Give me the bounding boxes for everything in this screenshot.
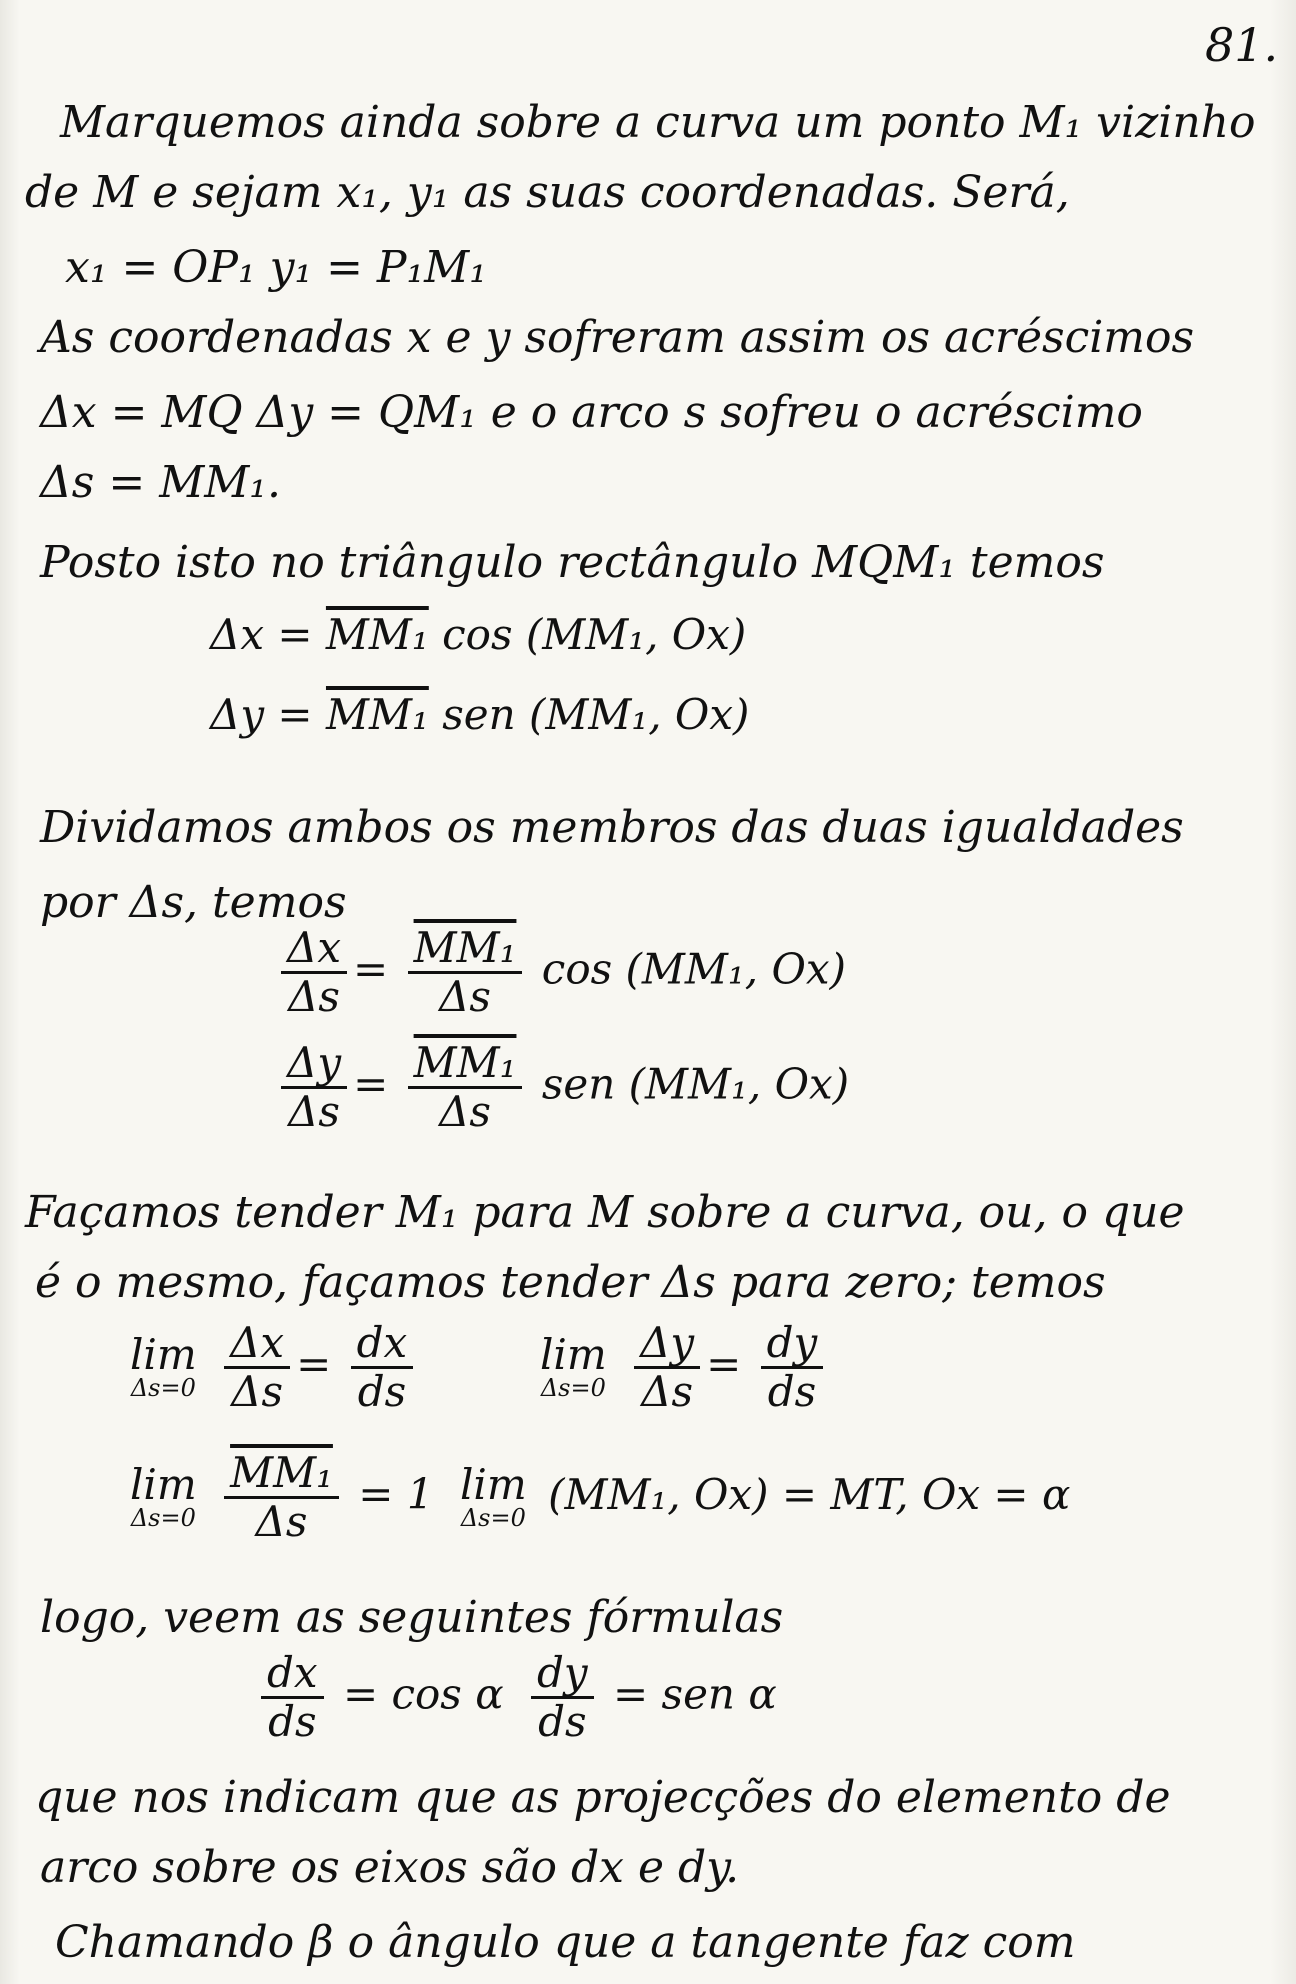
- fraction-mm-ds-2: $\frac{\text{MM₁}}{\Delta s}$: [408, 1040, 523, 1135]
- text-line-11: é o mesmo, façamos tender Δs para zero; temos: [35, 1257, 1106, 1308]
- text-line-2: de M e sejam x₁, y₁ as suas coordenadas. Será,: [25, 167, 1070, 218]
- text-line-4: As coordenadas x e y sofreram assim os acréscimos: [40, 312, 1195, 363]
- text-line-10: Façamos tender M₁ para M sobre a curva, ou, o que: [25, 1187, 1185, 1238]
- result-formula-dy: $\frac{dy}{ds}$ = sen α: [525, 1650, 777, 1745]
- result-formula-dx: $\frac{dx}{ds}$ = cos α: [255, 1650, 504, 1745]
- page-number: 81.: [1205, 18, 1279, 72]
- text-line-9: por Δs, temos: [40, 877, 347, 928]
- fraction-equation-2: $\frac{\Delta y}{\Delta s}$ = $\frac{\text{MM₁}}{\Delta s}$ sen (MM₁, Ox): [275, 1040, 849, 1135]
- limit-equation-dy: lim Δs=0 $\frac{\Delta y}{\Delta s}$ = $\frac{dy}{ds}$: [540, 1320, 829, 1415]
- limit-equation-dx: lim Δs=0 $\frac{\Delta x}{\Delta s}$ = $\frac{dx}{ds}$: [130, 1320, 419, 1415]
- text-line-6: Δs = MM₁.: [40, 457, 281, 508]
- fraction-dx-ds: $\frac{\Delta x}{\Delta s}$: [281, 925, 347, 1020]
- eq2-lhs: Δy =: [210, 690, 313, 739]
- limit-operator-3: lim Δs=0: [130, 1459, 197, 1532]
- text-line-12: logo, veem as seguintes fórmulas: [40, 1592, 784, 1643]
- text-line-5: Δx = MQ Δy = QM₁ e o arco s sofreu o acréscimo: [40, 387, 1143, 438]
- fraction-dy-ds: $\frac{\Delta y}{\Delta s}$: [281, 1040, 347, 1135]
- eq1-segment: MM₁: [325, 610, 429, 659]
- eq1-lhs: Δx =: [210, 610, 313, 659]
- eq2-rhs: sen (MM₁, Ox): [442, 690, 750, 739]
- limit-operator-1: lim Δs=0: [130, 1329, 197, 1402]
- equation-dx-cos: [210, 610, 746, 659]
- limit-operator-4: lim Δs=0: [460, 1460, 527, 1532]
- text-line-7: Posto isto no triângulo rectângulo MQM₁ temos: [40, 537, 1105, 588]
- fraction-eq1-rhs: cos (MM₁, Ox): [541, 944, 846, 994]
- text-line-8: Dividamos ambos os membros das duas igualdades: [40, 802, 1184, 853]
- text-line-1: Marquemos ainda sobre a curva um ponto M₁ vizinho: [60, 97, 1256, 148]
- text-line-14: arco sobre os eixos são dx e dy.: [40, 1842, 740, 1893]
- fraction-mm-ds: $\frac{\text{MM₁}}{\Delta s}$: [408, 925, 523, 1020]
- text-line-3: x₁ = OP₁ y₁ = P₁M₁: [65, 242, 487, 293]
- limit-equation-chord: lim Δs=0 $\frac{\text{MM₁}}{\Delta s}$ = 1: [130, 1448, 434, 1546]
- text-line-15: Chamando β o ângulo que a tangente faz com: [55, 1917, 1076, 1968]
- text-line-13: que nos indicam que as projecções do elemento de: [35, 1772, 1171, 1823]
- limit-operator-2: lim Δs=0: [540, 1329, 607, 1402]
- limit-equation-angle: lim Δs=0 (MM₁, Ox) = MT, Ox = α: [460, 1460, 1071, 1532]
- fraction-equation-1: $\frac{\Delta x}{\Delta s}$ = $\frac{\text{MM₁}}{\Delta s}$ cos (MM₁, Ox): [275, 925, 846, 1020]
- fraction-eq2-rhs: sen (MM₁, Ox): [541, 1059, 850, 1109]
- equation-dy-sen: [210, 690, 749, 739]
- eq2-segment: MM₁: [325, 690, 429, 739]
- eq1-rhs: cos (MM₁, Ox): [442, 610, 747, 659]
